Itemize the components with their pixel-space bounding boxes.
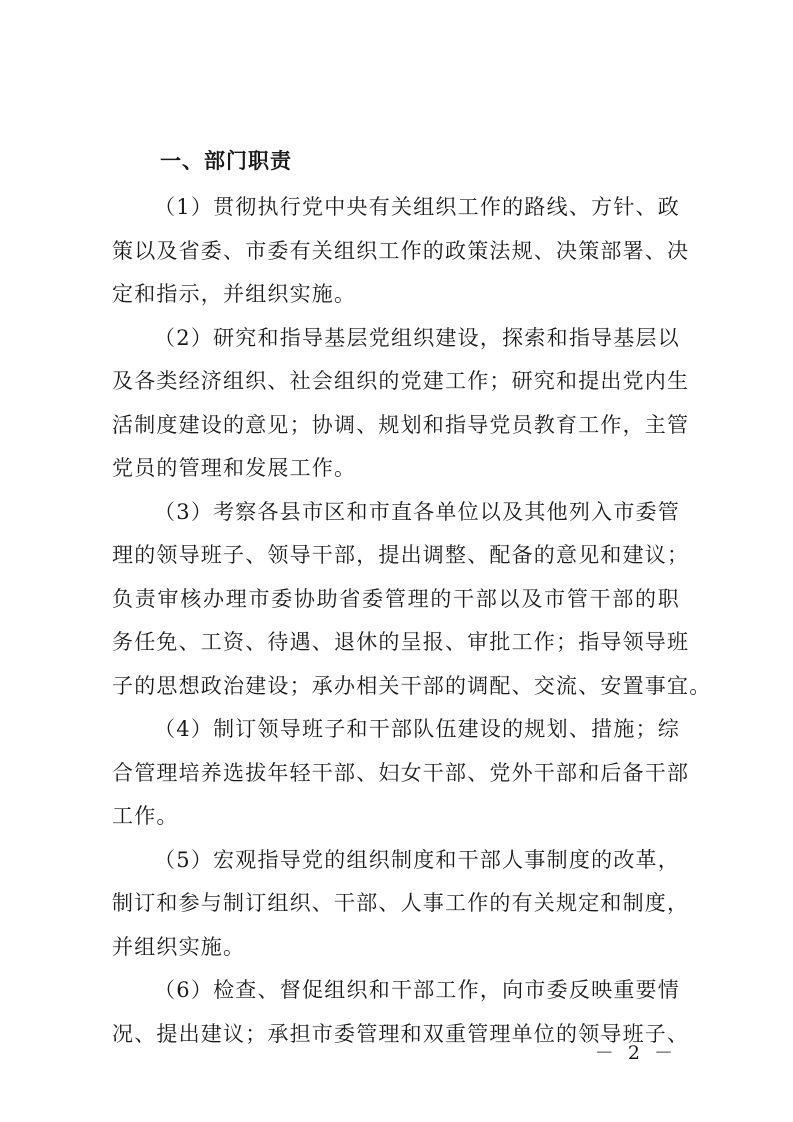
body-text bbox=[112, 186, 712, 1056]
text-line: 制订和参与制订组织、干部、人事工作的有关规定和制度， bbox=[112, 891, 690, 915]
text-line: 工作。 bbox=[112, 804, 179, 828]
text-line: 负责审核办理市委协助省委管理的干部以及市管干部的职 bbox=[112, 586, 680, 611]
section-heading: 一、部门职责 bbox=[160, 149, 292, 173]
text-line: 策以及省委、市委有关组织工作的政策法规、决策部署、决 bbox=[112, 238, 690, 263]
text-line: 理的领导班子、领导干部，提出调整、配备的意见和建议； bbox=[112, 543, 690, 567]
text-line: 子的思想政治建设；承办相关干部的调配、交流、安置事宜。 bbox=[112, 673, 712, 698]
text-line: （5）宏观指导党的组织制度和干部人事制度的改革， bbox=[154, 847, 680, 872]
text-line: （1）贯彻执行党中央有关组织工作的路线、方针、政 bbox=[154, 195, 680, 219]
text-line: 并组织实施。 bbox=[112, 934, 246, 959]
text-line: 党员的管理和发展工作。 bbox=[112, 456, 357, 480]
text-line: 活制度建设的意见；协调、规划和指导党员教育工作，主管 bbox=[112, 412, 690, 437]
text-line: 合管理培养选拔年轻干部、妇女干部、党外干部和后备干部 bbox=[112, 760, 690, 785]
page-number: － 2 － bbox=[594, 1042, 677, 1064]
text-line: （3）考察各县市区和市直各单位以及其他列入市委管 bbox=[154, 499, 680, 524]
paragraph bbox=[112, 186, 690, 317]
paragraph bbox=[112, 317, 690, 491]
text-line: （2）研究和指导基层党组织建设，探索和指导基层以 bbox=[154, 325, 680, 350]
paragraph bbox=[112, 491, 712, 709]
text-line: （4）制订领导班子和干部队伍建设的规划、措施；综 bbox=[154, 717, 680, 741]
text-line: 定和指示，并组织实施。 bbox=[112, 282, 357, 306]
paragraph bbox=[112, 708, 690, 839]
text-line: 务任免、工资、待遇、退休的呈报、审批工作；指导领导班 bbox=[112, 630, 690, 654]
text-line: 况、提出建议；承担市委管理和双重管理单位的领导班子、 bbox=[112, 1021, 690, 1046]
paragraph bbox=[112, 839, 690, 970]
text-line: （6）检查、督促组织和干部工作，向市委反映重要情 bbox=[154, 978, 680, 1002]
text-line: 及各类经济组织、社会组织的党建工作；研究和提出党内生 bbox=[112, 369, 690, 393]
